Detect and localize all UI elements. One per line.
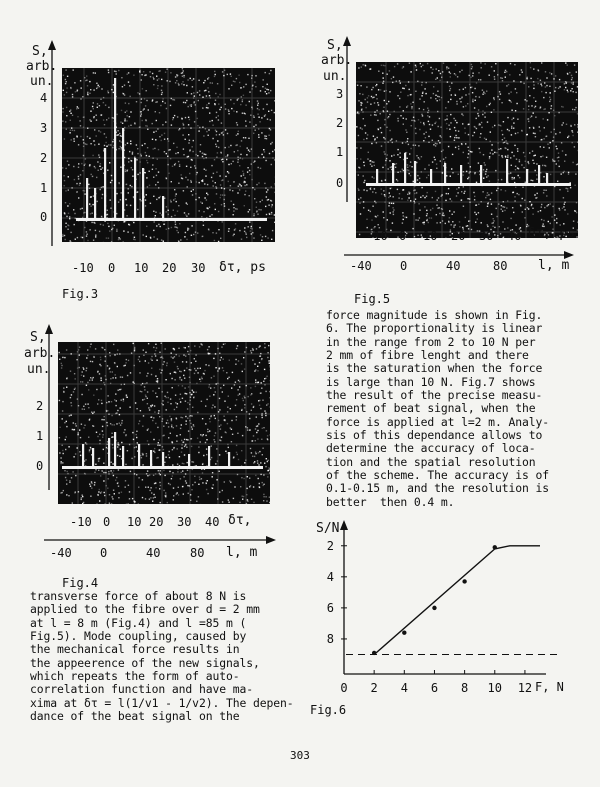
fig6-ytick-label: 8	[326, 631, 334, 646]
right-paragraph	[326, 309, 598, 509]
fig3-ytick-2: 2	[40, 151, 48, 165]
fig4-scale2-m40: -40	[50, 546, 72, 560]
fig3-xtick-0: 0	[108, 261, 116, 275]
fig5-y-title-1: S,	[327, 38, 343, 53]
fig3-x-axis-label: δτ, ps	[219, 260, 266, 275]
fig3-xtick-20: 20	[162, 261, 177, 275]
right-para-line-10: sis of this dependance allows to	[326, 428, 543, 443]
fig6-ytick-label: 2	[326, 538, 334, 553]
fig3-xtick-m10: -10	[72, 261, 94, 275]
fig4-xtick-20: 20	[149, 515, 164, 529]
right-para-line-9: force is applied at l=2 m. Analy-	[326, 414, 550, 429]
fig5-xtick-20: 20	[451, 229, 466, 243]
fig3-xtick-10: 10	[134, 261, 149, 275]
fig6-ytick-label: 4	[326, 569, 334, 584]
left-para-line-9: xima at δτ = l(1/v1 - 1/v2). The depen-	[30, 695, 294, 710]
left-para-line-7: which repeats the form of auto-	[30, 669, 240, 684]
left-para-line-3: at l = 8 m (Fig.4) and l =85 m (	[30, 615, 247, 630]
fig6-caption: Fig.6	[310, 703, 347, 717]
right-para-line-1: force magnitude is shown in Fig.	[326, 308, 543, 322]
fig5-ytick-2: 2	[336, 116, 344, 130]
fig6-data-point	[402, 631, 406, 635]
fig3-y-title-3: un.	[30, 74, 54, 89]
fig6-y-axis-arrowhead	[340, 520, 348, 530]
fig5-xtick-40: 40	[507, 229, 522, 243]
fig3-ytick-4: 4	[40, 91, 48, 105]
fig3-y-title-1: S,	[32, 44, 48, 59]
right-para-line-4: 2 mm of fibre lenght and there	[326, 348, 529, 363]
right-para-line-11: determine the accuracy of loca-	[326, 441, 536, 456]
left-para-line-8: correlation function and have ma-	[30, 682, 254, 697]
fig4-ytick-2: 2	[36, 399, 44, 413]
fig6-xtick-label: 0	[340, 681, 348, 695]
fig5-y-title-3: un.	[323, 69, 347, 84]
fig6-x-axis-label: F, N	[535, 680, 564, 694]
right-para-line-7: the result of the precise measu-	[326, 388, 543, 403]
fig5-ytick-0: 0	[336, 176, 344, 190]
left-para-line-1: transverse force of about 8 N is	[30, 589, 247, 603]
fig3-y-title-2: arb.	[26, 59, 58, 74]
fig6-xtick-label: 4	[400, 681, 408, 695]
fig5-xtick-10: 10	[423, 229, 438, 243]
fig4-xtick-30: 30	[177, 515, 192, 529]
fig5-scale2-80: 80	[493, 259, 508, 273]
fig5-scale2-40: 40	[446, 259, 461, 273]
fig4-photo	[58, 342, 270, 504]
fig6-xtick-label: 10	[487, 681, 502, 695]
fig6-data-point	[493, 545, 497, 549]
right-para-line-5: is the saturation when the force	[326, 361, 543, 376]
fig6-data-point	[372, 651, 376, 655]
fig5-ytick-1: 1	[336, 145, 344, 159]
fig3-caption: Fig.3	[62, 287, 99, 301]
fig5-x-axis-label: δτ, ps	[528, 226, 575, 241]
right-para-line-13: of the scheme. The accuracy is of	[326, 468, 550, 483]
fig4-scale2-0: 0	[100, 546, 108, 560]
fig4-x-axis-label: δτ,	[228, 513, 252, 528]
left-para-line-10: dance of the beat signal on the	[30, 709, 240, 724]
fig6-ytick-label: 6	[326, 600, 334, 615]
fig5-xtick-m10: -10	[366, 229, 388, 243]
fig4-ytick-1: 1	[36, 429, 44, 443]
fig3-photo	[62, 68, 275, 242]
fig6-data-point	[462, 579, 466, 583]
fig6-xtick-label: 2	[370, 681, 378, 695]
fig4-xtick-m10: -10	[70, 515, 92, 529]
left-paragraph	[30, 590, 320, 723]
fig4-y-title-2: arb.	[24, 346, 56, 361]
right-para-line-15: better then 0.4 m.	[326, 494, 455, 509]
fig3-ytick-0: 0	[40, 210, 48, 224]
right-para-line-14: 0.1-0.15 m, and the resolution is	[326, 481, 550, 496]
fig4-y-axis-arrow	[42, 324, 56, 494]
fig5-caption: Fig.5	[354, 292, 391, 306]
fig4-ytick-0: 0	[36, 459, 44, 473]
right-para-line-2: 6. The proportionality is linear	[326, 321, 543, 336]
fig6-xtick-label: 8	[460, 681, 469, 695]
fig6-xtick-label: 6	[430, 681, 439, 695]
fig4-xtick-40: 40	[205, 515, 220, 529]
fig4-caption: Fig.4	[62, 576, 99, 590]
fig4-scale2-40: 40	[146, 546, 161, 560]
fig5-ytick-3: 3	[336, 87, 344, 101]
left-para-line-6: the appeerence of the new signals,	[30, 655, 260, 670]
right-para-line-3: in the range from 2 to 10 N per	[326, 334, 536, 349]
fig5-y-title-2: arb.	[321, 53, 353, 68]
left-para-line-4: Fig.5). Mode coupling, caused by	[30, 629, 247, 644]
fig6-data-point	[432, 606, 436, 610]
fig5-scale2-label: l, m	[538, 258, 570, 273]
fig6-fit-line	[374, 546, 540, 655]
fig4-y-title-3: un.	[27, 362, 51, 377]
fig5-xtick-0: 0	[399, 229, 407, 243]
fig4-xtick-10: 10	[127, 515, 142, 529]
left-para-line-2: applied to the fibre over d = 2 mm	[30, 602, 260, 617]
fig3-ytick-1: 1	[40, 181, 48, 195]
fig5-scale2-m40: -40	[350, 259, 372, 273]
fig5-scale2-0: 0	[400, 259, 408, 273]
fig5-xtick-30: 30	[479, 229, 494, 243]
left-para-line-5: the mechanical force results in	[30, 642, 240, 657]
fig4-xtick-0: 0	[103, 515, 111, 529]
fig4-scale2-80: 80	[190, 546, 205, 560]
fig4-scale2-label: l, m	[226, 545, 258, 560]
fig6-xtick-label: 12	[517, 681, 533, 695]
right-para-line-12: tion and the spatial resolution	[326, 454, 536, 469]
fig3-ytick-3: 3	[40, 121, 48, 135]
fig5-photo	[356, 62, 578, 238]
fig4-y-title-1: S,	[30, 330, 46, 345]
right-para-line-8: rement of beat signal, when the	[326, 401, 536, 416]
right-para-line-6: is large than 10 N. Fig.7 shows	[326, 374, 536, 389]
fig6-y-axis-title: S/N	[316, 521, 340, 536]
page-number: 303	[290, 749, 310, 762]
fig3-xtick-30: 30	[191, 261, 206, 275]
